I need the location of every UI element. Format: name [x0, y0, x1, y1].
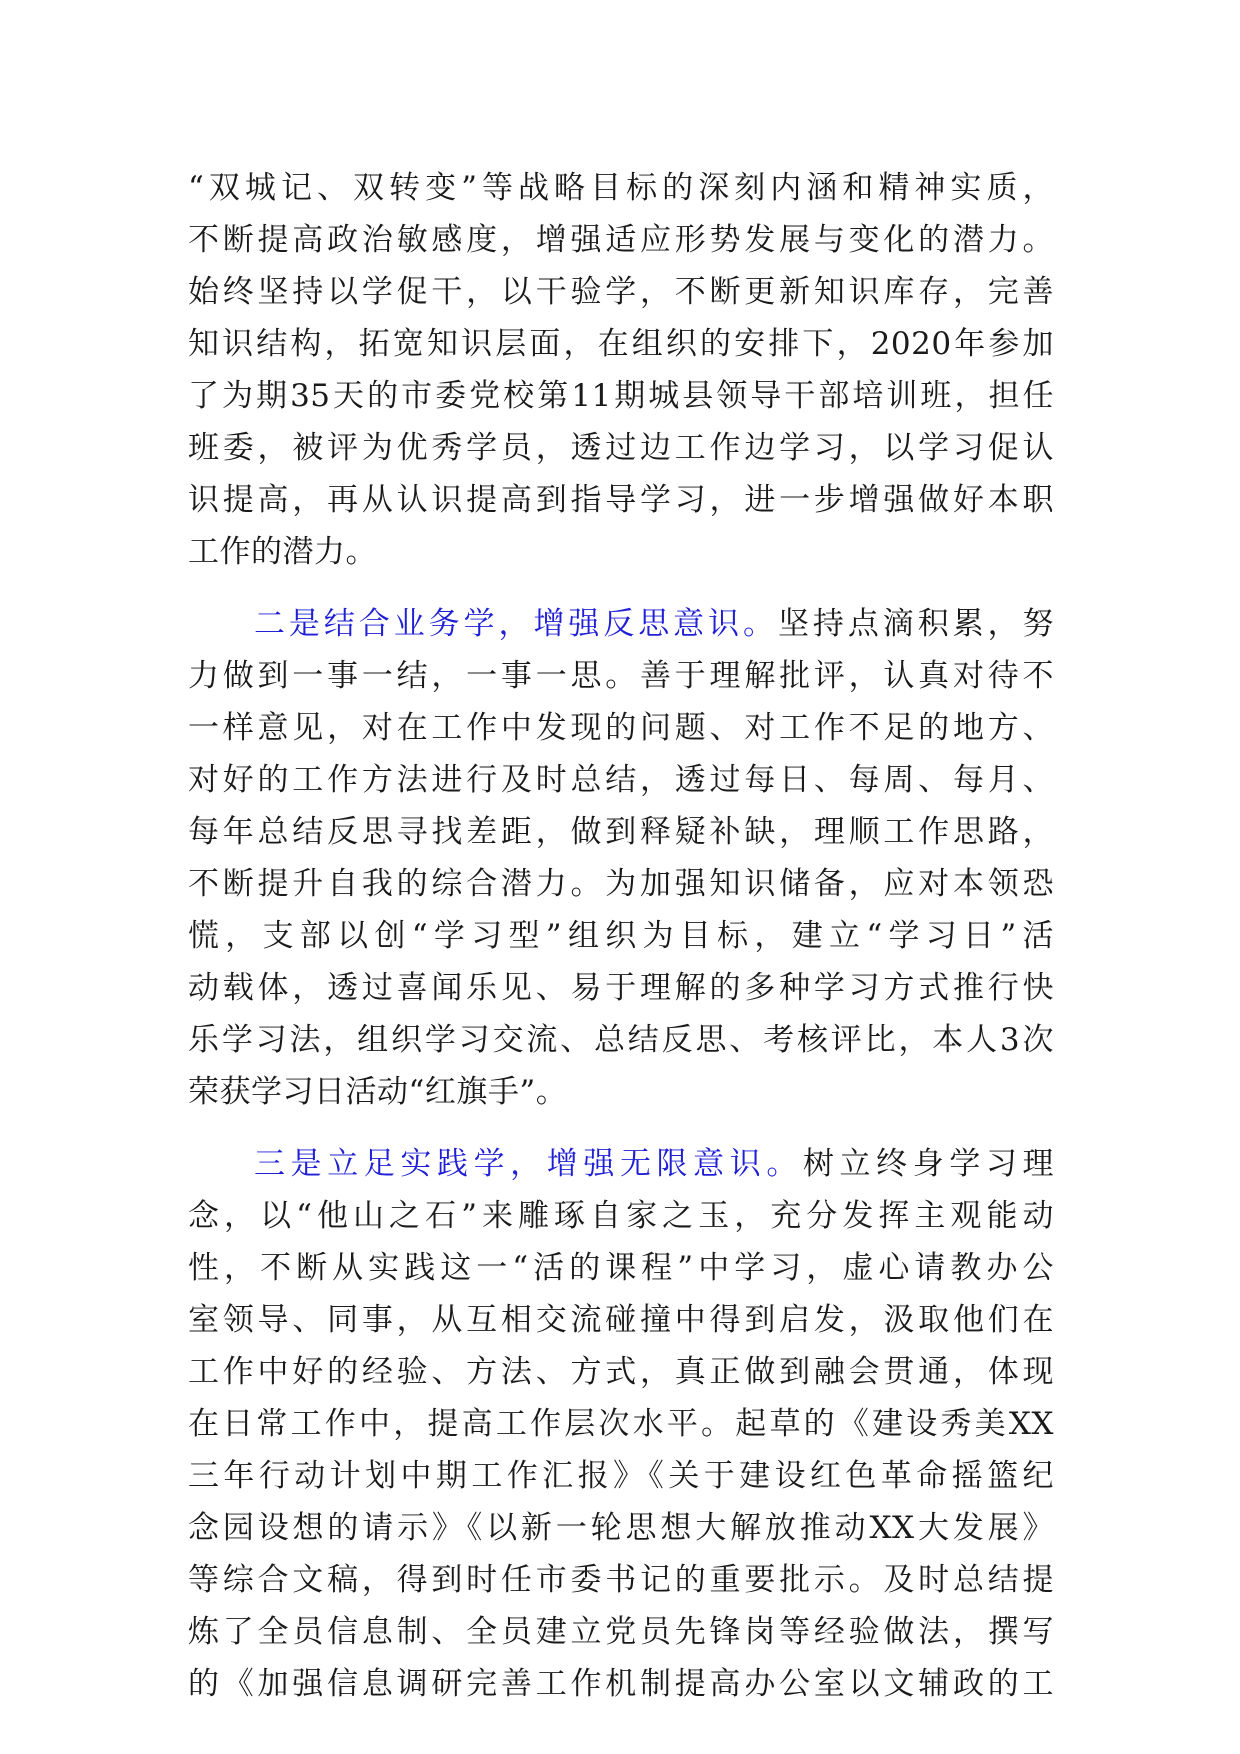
text-line: 不断提高政治敏感度，增强适应形势发展与变化的潜力。 [188, 222, 1054, 258]
text-line: 工作的潜力。 [188, 534, 377, 570]
paragraph-spacing [188, 1118, 1054, 1138]
text-line: 识提高，再从认识提高到指导学习，进一步增强做好本职 [188, 482, 1054, 518]
text-line: 每年总结反思寻找差距，做到释疑补缺，理顺工作思路， [188, 814, 1054, 850]
text-line: 性，不断从实践这一“活的课程”中学习，虚心请教办公 [188, 1250, 1054, 1286]
text-line: 动载体，透过喜闻乐见、易于理解的多种学习方式推行快 [188, 970, 1054, 1006]
text-line: 在日常工作中，提高工作层次水平。起草的《建设秀美XX [188, 1406, 1054, 1442]
text-line-first [188, 1138, 1054, 1190]
paragraph-2 [188, 598, 1054, 1118]
text-line: 对好的工作方法进行及时总结，透过每日、每周、每月、 [188, 762, 1054, 798]
paragraph-3 [188, 1138, 1054, 1710]
text-line: 念园设想的请示》《以新一轮思想大解放推动XX大发展》 [188, 1510, 1054, 1546]
text-line: 炼了全员信息制、全员建立党员先锋岗等经验做法，撰写 [188, 1614, 1054, 1650]
paragraph-spacing [188, 578, 1054, 598]
text-line: 念，以“他山之石”来雕琢自家之玉，充分发挥主观能动 [188, 1198, 1054, 1234]
text-line: 班委，被评为优秀学员，透过边工作边学习，以学习促认 [188, 430, 1054, 466]
text-line: 一样意见，对在工作中发现的问题、对工作不足的地方、 [188, 710, 1054, 746]
text-line: 慌，支部以创“学习型”组织为目标，建立“学习日”活 [188, 918, 1054, 954]
text-line: 知识结构，拓宽知识层面，在组织的安排下，2020年参加 [188, 326, 1054, 362]
text-line: 等综合文稿，得到时任市委书记的重要批示。及时总结提 [188, 1562, 1054, 1598]
paragraph-heading: 二是结合业务学，增强反思意识。 [254, 606, 778, 642]
paragraph-1 [188, 162, 1054, 578]
text-line: 乐学习法，组织学习交流、总结反思、考核评比，本人3次 [188, 1022, 1054, 1058]
heading-continuation: 树立终身学习理 [802, 1146, 1055, 1182]
text-line: 力做到一事一结，一事一思。善于理解批评，认真对待不 [188, 658, 1054, 694]
heading-continuation: 坚持点滴积累，努 [777, 606, 1055, 642]
text-line: “双城记、双转变”等战略目标的深刻内涵和精神实质， [188, 170, 1054, 206]
text-line: 荣获学习日活动“红旗手”。 [188, 1074, 568, 1110]
text-line: 工作中好的经验、方法、方式，真正做到融会贯通，体现 [188, 1354, 1054, 1390]
document-body [188, 162, 1054, 1710]
paragraph-heading: 三是立足实践学，增强无限意识。 [254, 1146, 803, 1182]
text-line-first [188, 598, 1054, 650]
text-line: 始终坚持以学促干，以干验学，不断更新知识库存，完善 [188, 274, 1054, 310]
text-line: 的《加强信息调研完善工作机制提高办公室以文辅政的工 [188, 1666, 1054, 1702]
text-line: 三年行动计划中期工作汇报》《关于建设红色革命摇篮纪 [188, 1458, 1054, 1494]
text-line: 室领导、同事，从互相交流碰撞中得到启发，汲取他们在 [188, 1302, 1054, 1338]
text-line: 了为期35天的市委党校第11期城县领导干部培训班，担任 [188, 378, 1054, 414]
text-line: 不断提升自我的综合潜力。为加强知识储备，应对本领恐 [188, 866, 1054, 902]
